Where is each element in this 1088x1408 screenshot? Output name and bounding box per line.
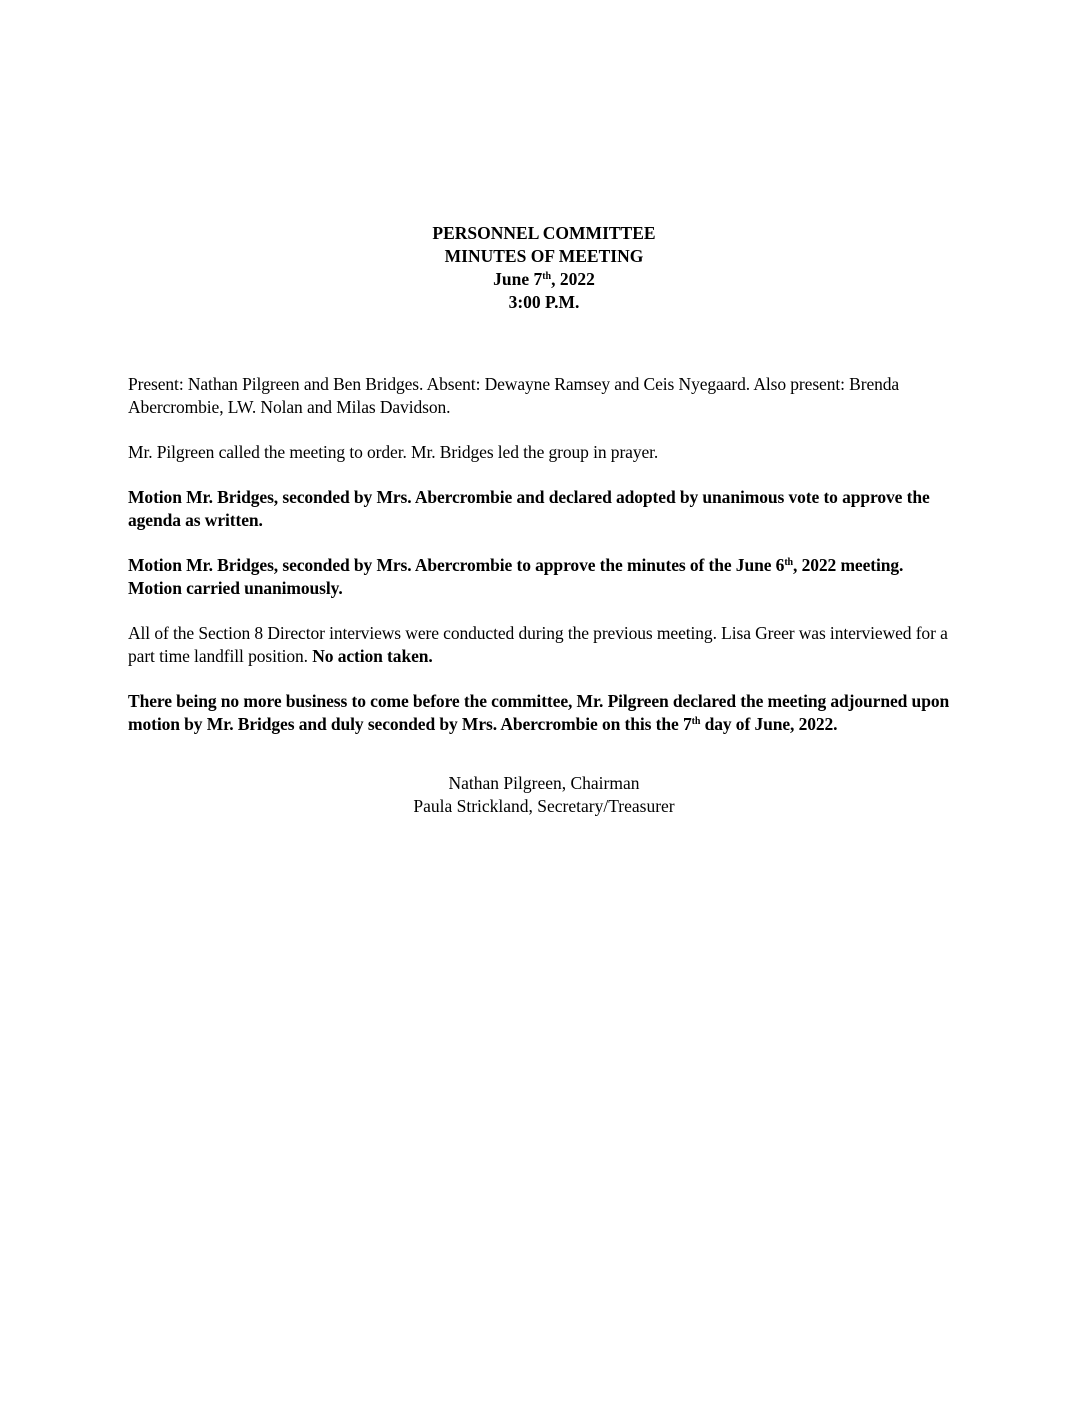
call-to-order-paragraph: Mr. Pilgreen called the meeting to order. Mr. Bridges led the group in prayer.	[128, 442, 659, 462]
secretary-signature: Paula Strickland, Secretary/Treasurer	[413, 796, 675, 816]
attendance-paragraph: Present: Nathan Pilgreen and Ben Bridges. Absent: Dewayne Ramsey and Ceis Nyegaard. Also present: Brenda Abercrombie, LW. Nolan and Milas Davidson.	[128, 374, 900, 417]
minutes-title: MINUTES OF MEETING	[444, 246, 644, 266]
adjournment-paragraph	[128, 690, 960, 736]
interviews-text: All of the Section 8 Director interviews were conducted during the previous meeting. Lisa Greer was interviewed for a part time landfill position.	[128, 623, 948, 666]
chairman-signature: Nathan Pilgreen, Chairman	[448, 773, 640, 793]
signature-block	[128, 772, 960, 818]
minutes-motion-ordinal: th	[784, 557, 794, 568]
minutes-motion-text-after: , 2022 meeting. Motion carried unanimously.	[128, 555, 904, 598]
document-header	[128, 222, 960, 314]
meeting-date-prefix: June 7	[493, 269, 543, 289]
meeting-date-year: , 2022	[551, 269, 595, 289]
no-action-text: No action taken.	[312, 646, 433, 666]
agenda-motion-paragraph: Motion Mr. Bridges, seconded by Mrs. Abercrombie and declared adopted by unanimous vote to approve the agenda as written.	[128, 487, 930, 530]
adjournment-text-before: There being no more business to come before the committee, Mr. Pilgreen declared the meeting adjourned upon motion by Mr. Bridges and duly seconded by Mrs. Abercrombie on this the 7	[128, 691, 950, 734]
interviews-paragraph	[128, 622, 960, 668]
meeting-time: 3:00 P.M.	[508, 292, 580, 312]
minutes-motion-text-before: Motion Mr. Bridges, seconded by Mrs. Abercrombie to approve the minutes of the June 6	[128, 555, 785, 575]
adjournment-text-after: day of June, 2022.	[700, 714, 838, 734]
committee-title: PERSONNEL COMMITTEE	[432, 223, 656, 243]
adjournment-ordinal: th	[691, 716, 701, 727]
minutes-motion-paragraph	[128, 554, 960, 600]
meeting-date	[128, 268, 960, 291]
meeting-date-ordinal: th	[542, 271, 552, 282]
minutes-document	[128, 222, 960, 818]
